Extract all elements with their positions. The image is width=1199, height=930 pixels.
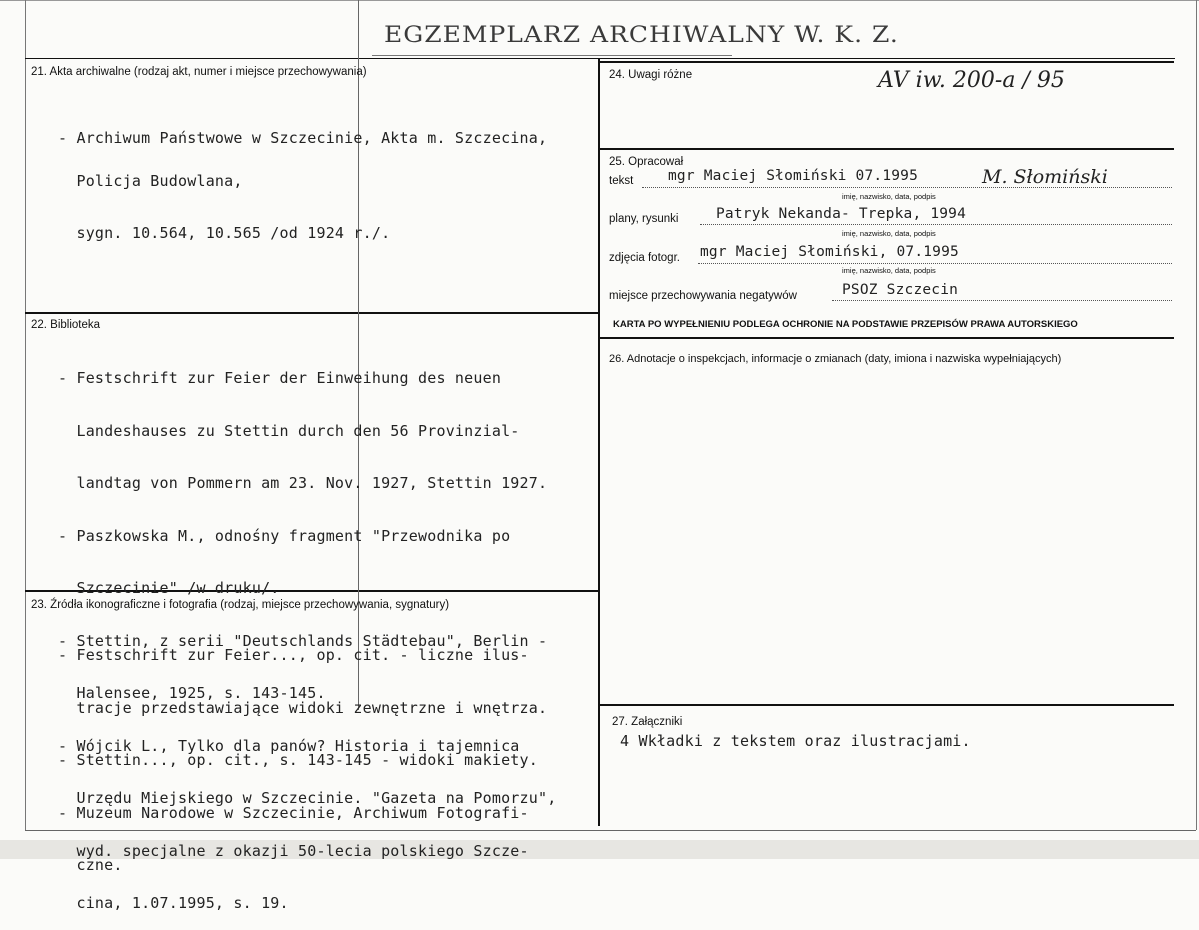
field22-line: - Festschrift zur Feier der Einweihung des neuen <box>58 369 502 387</box>
left-border <box>25 0 26 830</box>
field22-line: cina, 1.07.1995, s. 19. <box>58 894 289 912</box>
field22-line: - Paszkowska M., odnośny fragment "Przewodnika po <box>58 526 511 545</box>
zdjecia-hint: imię, nazwisko, data, podpis <box>842 266 936 275</box>
field27-label: 27. Załączniki <box>612 716 683 728</box>
field23-line: - Festschrift zur Feier..., op. cit. - liczne ilus- <box>58 646 529 664</box>
field22-line: - Stettin, z serii "Deutschlands Städtebau", Berlin - <box>58 631 548 650</box>
miejsce-label: miejsce przechowywania negatywów <box>609 290 797 302</box>
field22-line: landtag von Pommern am 23. Nov. 1927, Stettin 1927. <box>58 474 548 492</box>
field22-line: Szczecinie" /w druku/. <box>58 579 280 597</box>
row-line-top <box>25 58 1175 59</box>
plany-label: plany, rysunki <box>609 213 679 225</box>
tekst-label: tekst <box>609 175 634 187</box>
row-line-24-top <box>600 61 1174 63</box>
field21-text <box>58 94 547 260</box>
field23-line: - Stettin..., op. cit., s. 143-145 - widoki makiety. <box>58 751 538 769</box>
field21-line: - Archiwum Państwowe w Szczecinie, Akta m. Szczecina, <box>58 129 548 147</box>
field21-line: sygn. 10.564, 10.565 /od 1924 r./. <box>58 224 391 242</box>
field21-line: Policja Budowlana, <box>58 171 243 190</box>
zdjecia-dotted-line <box>698 263 1172 265</box>
tekst-hint: imię, nazwisko, data, podpis <box>842 192 936 201</box>
field22-line: Landeshauses zu Stettin durch den 56 Provinzial- <box>58 421 520 440</box>
right-border <box>1196 0 1197 830</box>
top-border <box>0 0 1199 1</box>
field21-label: 21. Akta archiwalne (rodzaj akt, numer i miejsce przechowywania) <box>31 66 367 78</box>
field23-line: tracje przedstawiające widoki zewnętrzne i wnętrza. <box>58 698 548 717</box>
field24-label: 24. Uwagi różne <box>609 69 693 81</box>
field23-line: - Muzeum Narodowe w Szczecinie, Archiwum Fotografi- <box>58 803 529 822</box>
author-signature: M. Słomiński <box>982 166 1108 188</box>
field22-line: wyd. specjalne z okazji 50-lecia polskiego Szcze- <box>58 841 529 860</box>
field22-line: Halensee, 1925, s. 143-145. <box>58 684 326 702</box>
row-line-21-22 <box>25 312 598 314</box>
row-line-24-25 <box>600 148 1174 150</box>
field22-line: Urzędu Miejskiego w Szczecinie. "Gazeta na Pomorzu", <box>58 789 557 807</box>
field26-label: 26. Adnotacje o inspekcjach, informacje o zmianach (daty, imiona i nazwiska wypełniających) <box>609 353 1062 365</box>
row-line-25-26 <box>600 337 1174 339</box>
field24-handwritten-note: AV iw. 200-a / 95 <box>878 68 1065 93</box>
miejsce-dotted-line <box>832 300 1172 302</box>
stamp-underline <box>372 55 732 56</box>
archive-stamp: EGZEMPLARZ ARCHIWALNY W. K. Z. <box>384 21 899 48</box>
plany-dotted-line <box>700 224 1172 226</box>
field25-label: 25. Opracował <box>609 156 684 168</box>
plany-value: Patryk Nekanda- Trepka, 1994 <box>716 206 967 222</box>
field22-label: 22. Biblioteka <box>31 319 101 331</box>
tekst-value: mgr Maciej Słomiński 07.1995 <box>668 168 919 184</box>
miejsce-value: PSOZ Szczecin <box>842 282 959 298</box>
row-line-26-27 <box>600 704 1174 706</box>
field27-value: 4 Wkładki z tekstem oraz ilustracjami. <box>620 732 971 750</box>
field23-line: czne. <box>58 856 123 874</box>
field23-text <box>58 611 547 892</box>
plany-hint: imię, nazwisko, data, podpis <box>842 229 936 238</box>
zdjecia-value: mgr Maciej Słomiński, 07.1995 <box>700 244 959 260</box>
column-divider <box>598 58 600 826</box>
copyright-note: KARTA PO WYPEŁNIENIU PODLEGA OCHRONIE NA PODSTAWIE PRZEPISÓW PRAWA AUTORSKIEGO <box>613 319 1078 330</box>
zdjecia-label: zdjęcia fotogr. <box>609 252 680 264</box>
field23-label: 23. Źródła ikonograficzne i fotografia (rodzaj, miejsce przechowywania, sygnatury) <box>31 599 450 611</box>
field22-line: - Wójcik L., Tylko dla panów? Historia i tajemnica <box>58 736 520 755</box>
